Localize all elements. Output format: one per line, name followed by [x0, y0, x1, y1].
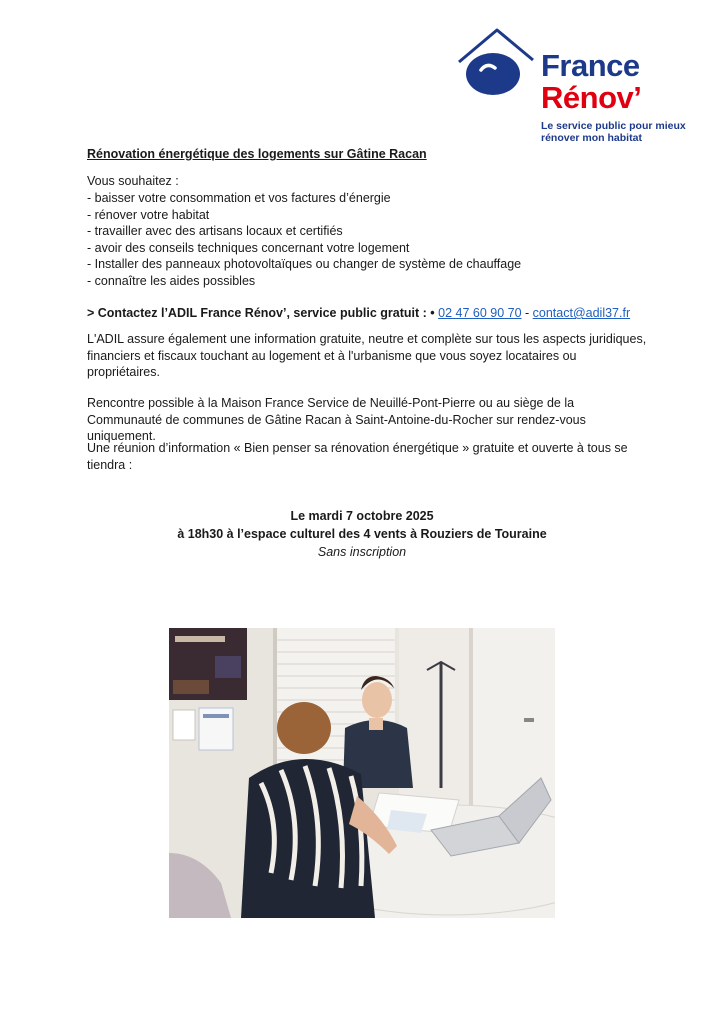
list-item: - baisser votre consommation et vos factures d’énergie: [87, 191, 391, 205]
list-item: - avoir des conseils techniques concernant votre logement: [87, 240, 410, 255]
contact-line: [87, 305, 630, 322]
list-item: - rénover votre habitat: [87, 207, 210, 222]
house-logo-icon: [455, 26, 537, 96]
intro-text: Vous souhaitez :: [87, 174, 179, 188]
event-date: Le mardi 7 octobre 2025: [290, 509, 434, 523]
list-item: - connaître les aides possibles: [87, 273, 256, 288]
contact-lead: > Contactez l’ADIL France Rénov’, service public gratuit : •: [87, 306, 435, 320]
france-renov-logo: [455, 26, 695, 144]
list-item: - travailler avec des artisans locaux et certifiés: [87, 224, 343, 238]
consultation-photo: [169, 628, 555, 918]
logo-renov-text: Rénov’: [541, 80, 642, 115]
meeting-paragraph: Rencontre possible à la Maison France Service de Neuillé-Pont-Pierre ou au siège de la Communauté de communes de Gâtine Racan à Saint-Antoine-du-Rocher sur rendez-vous uniquement.: [87, 396, 586, 443]
event-place: à 18h30 à l’espace culturel des 4 vents à Rouziers de Touraine: [177, 527, 547, 541]
adil-info-paragraph: L'ADIL assure également une information gratuite, neutre et complète sur tous les aspects juridiques, financiers et fiscaux touchant au logement et à l'urbanisme que vous soyez locataires ou propriétaires.: [87, 332, 647, 379]
needs-list: [87, 190, 521, 289]
event-intro-paragraph: Une réunion d’information « Bien penser sa rénovation énergétique » gratuite et ouverte à tous se tiendra :: [87, 441, 628, 472]
office-scene-image: [169, 628, 555, 918]
list-item: - Installer des panneaux photovoltaïques ou changer de système de chauffage: [87, 257, 522, 271]
logo-tagline: Le service public pour mieux rénover mon habitat: [541, 120, 686, 144]
email-link[interactable]: contact@adil37.fr: [532, 306, 631, 320]
document-title: Rénovation énergétique des logements sur Gâtine Racan: [87, 147, 427, 161]
event-note: Sans inscription: [317, 545, 407, 559]
phone-link[interactable]: 02 47 60 90 70: [438, 306, 522, 320]
contact-separator: -: [521, 306, 533, 320]
logo-france-text: France: [541, 48, 640, 83]
